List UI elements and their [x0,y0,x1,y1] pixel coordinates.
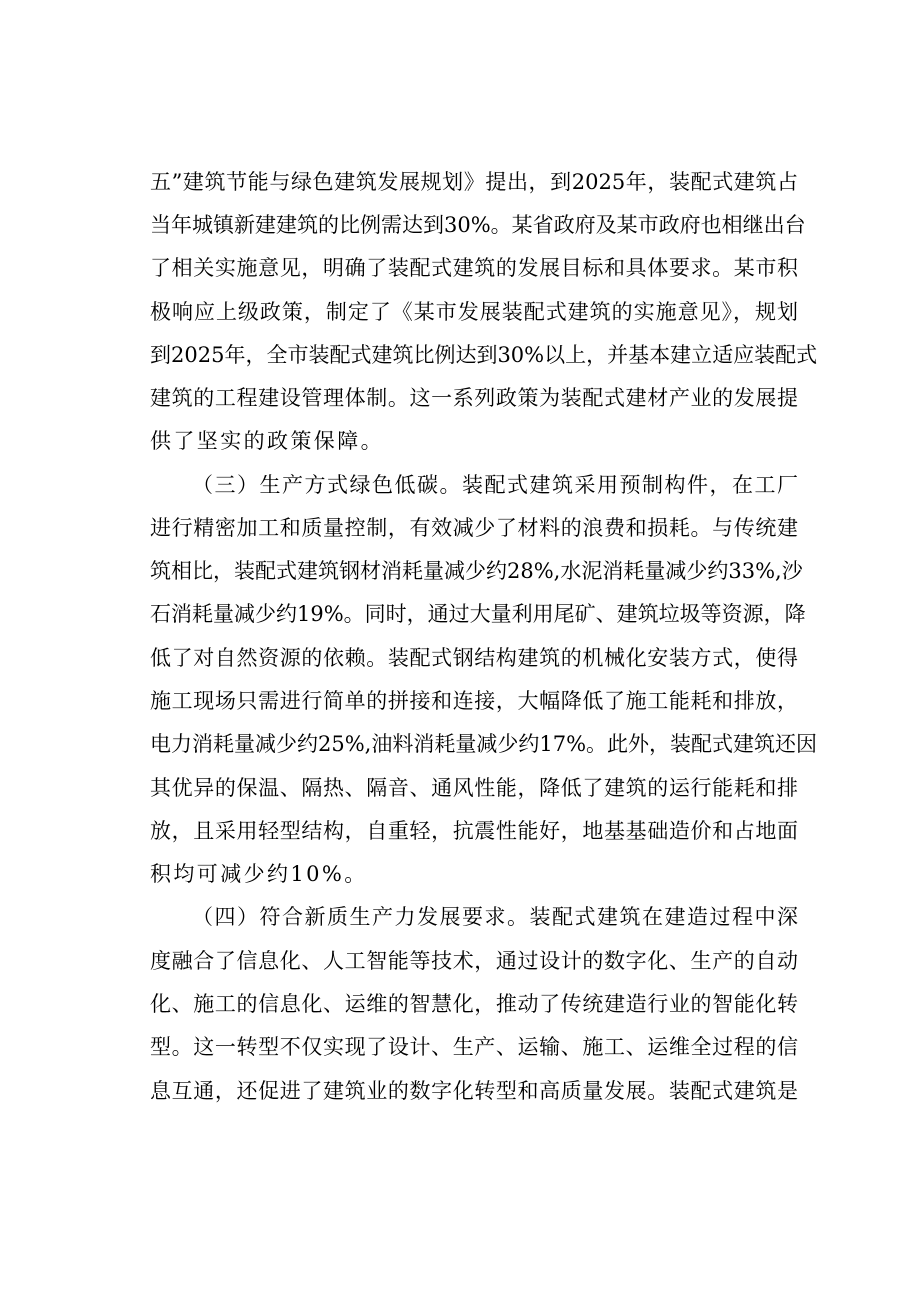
text-line: 极响应上级政策，制定了《某市发展装配式建筑的实施意见》，规划 [150,300,798,324]
text-line: 其优异的保温、隔热、隔音、通风性能，降低了建筑的运行能耗和排 [150,776,798,800]
paragraph-heading-line: （四）符合新质生产力发展要求。装配式建筑在建造过程中深 [192,905,798,929]
text-line: 建筑的工程建设管理体制。这一系列政策为装配式建材产业的发展提 [150,386,798,410]
text-line: 了相关实施意见，明确了装配式建筑的发展目标和具体要求。某市积 [150,256,798,280]
text-line: 当年城镇新建建筑的比例需达到30%。某省政府及某市政府也相继出台 [150,213,806,237]
text-line: 化、施工的信息化、运维的智慧化，推动了传统建造行业的智能化转 [150,992,798,1016]
text-line: 放，且采用轻型结构，自重轻，抗震性能好，地基基础造价和占地面 [150,819,798,843]
text-line: 型。这一转型不仅实现了设计、生产、运输、施工、运维全过程的信 [150,1035,798,1059]
text-line: 电力消耗量减少约25%,油料消耗量减少约17%。此外，装配式建筑还因 [150,732,818,756]
text-line: 息互通，还促进了建筑业的数字化转型和高质量发展。装配式建筑是 [150,1079,798,1103]
text-line: 进行精密加工和质量控制，有效减少了材料的浪费和损耗。与传统建 [150,516,798,540]
text-line: 石消耗量减少约19%。同时，通过大量利用尾矿、建筑垃圾等资源，降 [150,602,806,626]
paragraph-heading-line: （三）生产方式绿色低碳。装配式建筑采用预制构件，在工厂 [192,473,798,497]
text-line: 积均可减少约10%。 [150,862,368,886]
text-line: 到2025年，全市装配式建筑比例达到30%以上，并基本建立适应装配式 [150,343,818,367]
text-line: 五”建筑节能与绿色建筑发展规划》提出，到2025年，装配式建筑占 [150,170,798,194]
text-line: 施工现场只需进行简单的拼接和连接，大幅降低了施工能耗和排放， [150,689,798,713]
text-line: 筑相比，装配式建筑钢材消耗量减少约28%,水泥消耗量减少约33%,沙 [150,559,803,583]
text-line: 供了坚实的政策保障。 [150,429,384,453]
text-line: 低了对自然资源的依赖。装配式钢结构建筑的机械化安装方式，使得 [150,646,798,670]
text-line: 度融合了信息化、人工智能等技术，通过设计的数字化、生产的自动 [150,949,798,973]
